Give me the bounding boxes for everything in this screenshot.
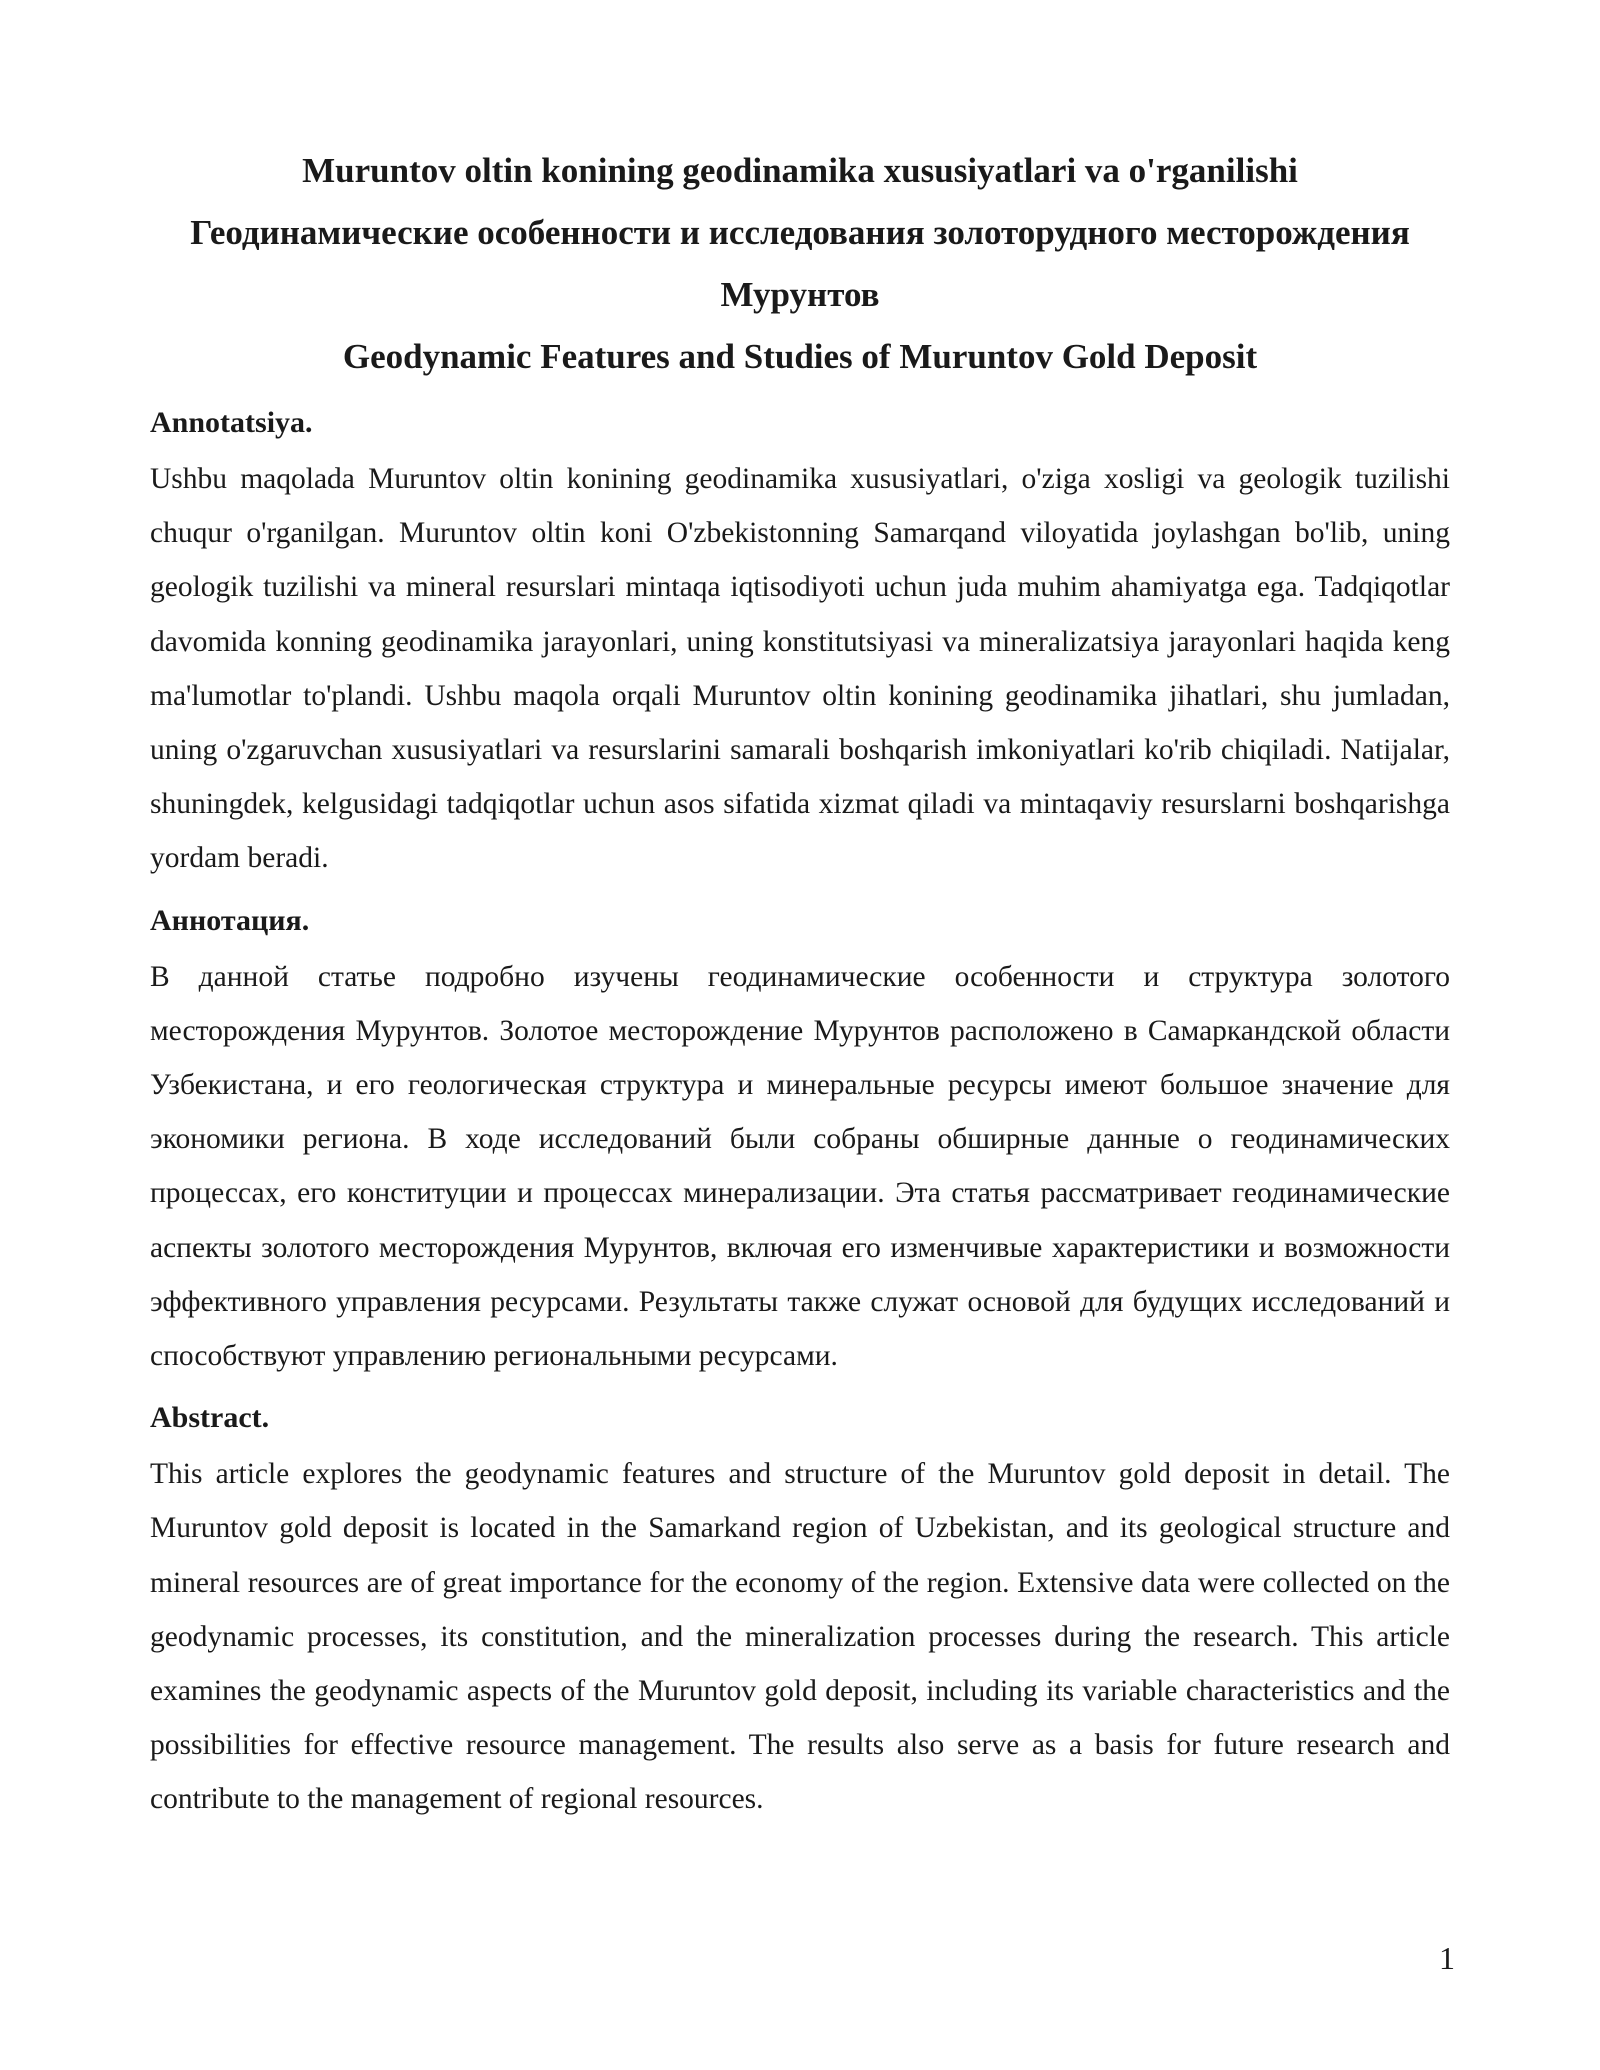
abstract-russian [150,896,1450,1384]
title-block [150,140,1450,388]
abstract-english-text: This article explores the geodynamic features and structure of the Muruntov gold deposit in detail. The Muruntov gold deposit is located in the Samarkand region of Uzbekistan, and its geological structure and mineral resources are of great importance for the economy of the region. Extensive data were collected on the geodynamic processes, its constitution, and the mineralization processes during the research. This article examines the geodynamic aspects of the Muruntov gold deposit, including its variable characteristics and the possibilities for effective resource management. The results also serve as a basis for future research and contribute to the management of regional resources. [150,1458,1450,1816]
abstract-uzbek-heading: Annotatsiya. [150,406,313,439]
abstract-russian-text: В данной статье подробно изучены геодинамические особенности и структура золотого месторождения Мурунтов. Золотое месторождение Мурунтов расположено в Самаркандской области Узбекистана, и его геологическая структура и минеральные ресурсы имеют большое значение для экономики региона. В ходе исследований были собраны обширные данные о геодинамических процессах, его конституции и процессах минерализации. Эта статья рассматривает геодинамические аспекты золотого месторождения Мурунтов, включая его изменчивые характеристики и возможности эффективного управления ресурсами. Результаты также служат основой для будущих исследований и способствуют управлению региональными ресурсами. [150,960,1450,1373]
page-number: 1 [1439,1940,1455,1976]
title-english: Geodynamic Features and Studies of Muruntov Gold Deposit [342,337,1258,376]
abstract-russian-heading: Аннотация. [150,903,310,937]
abstract-uzbek [150,398,1450,886]
abstract-english-heading: Abstract. [150,1401,270,1435]
abstract-english [150,1393,1450,1826]
title-russian: Геодинамические особенности и исследования золоторудного месторождения Мурунтов [190,213,1410,314]
title-uzbek: Muruntov oltin konining geodinamika xususiyatlari va o'rganilishi [302,151,1298,190]
document-page [150,140,1450,1827]
abstract-uzbek-text: Ushbu maqolada Muruntov oltin konining geodinamika xususiyatlari, o'ziga xosligi va geologik tuzilishi chuqur o'rganilgan. Muruntov oltin koni O'zbekistonning Samarqand viloyatida joylashgan bo'lib, uning geologik tuzilishi va mineral resurslari mintaqa iqtisodiyoti uchun juda muhim ahamiyatga ega. Tadqiqotlar davomida konning geodinamika jarayonlari, uning konstitutsiyasi va mineralizatsiya jarayonlari haqida keng ma'lumotlar to'plandi. Ushbu maqola orqali Muruntov oltin konining geodinamika jihatlari, shu jumladan, uning o'zgaruvchan xususiyatlari va resurslarini samarali boshqarish imkoniyatlari ko'rib chiqiladi. Natijalar, shuningdek, kelgusidagi tadqiqotlar uchun asos sifatida xizmat qiladi va mintaqaviy resurslarni boshqarishga yordam beradi. [150,463,1450,875]
